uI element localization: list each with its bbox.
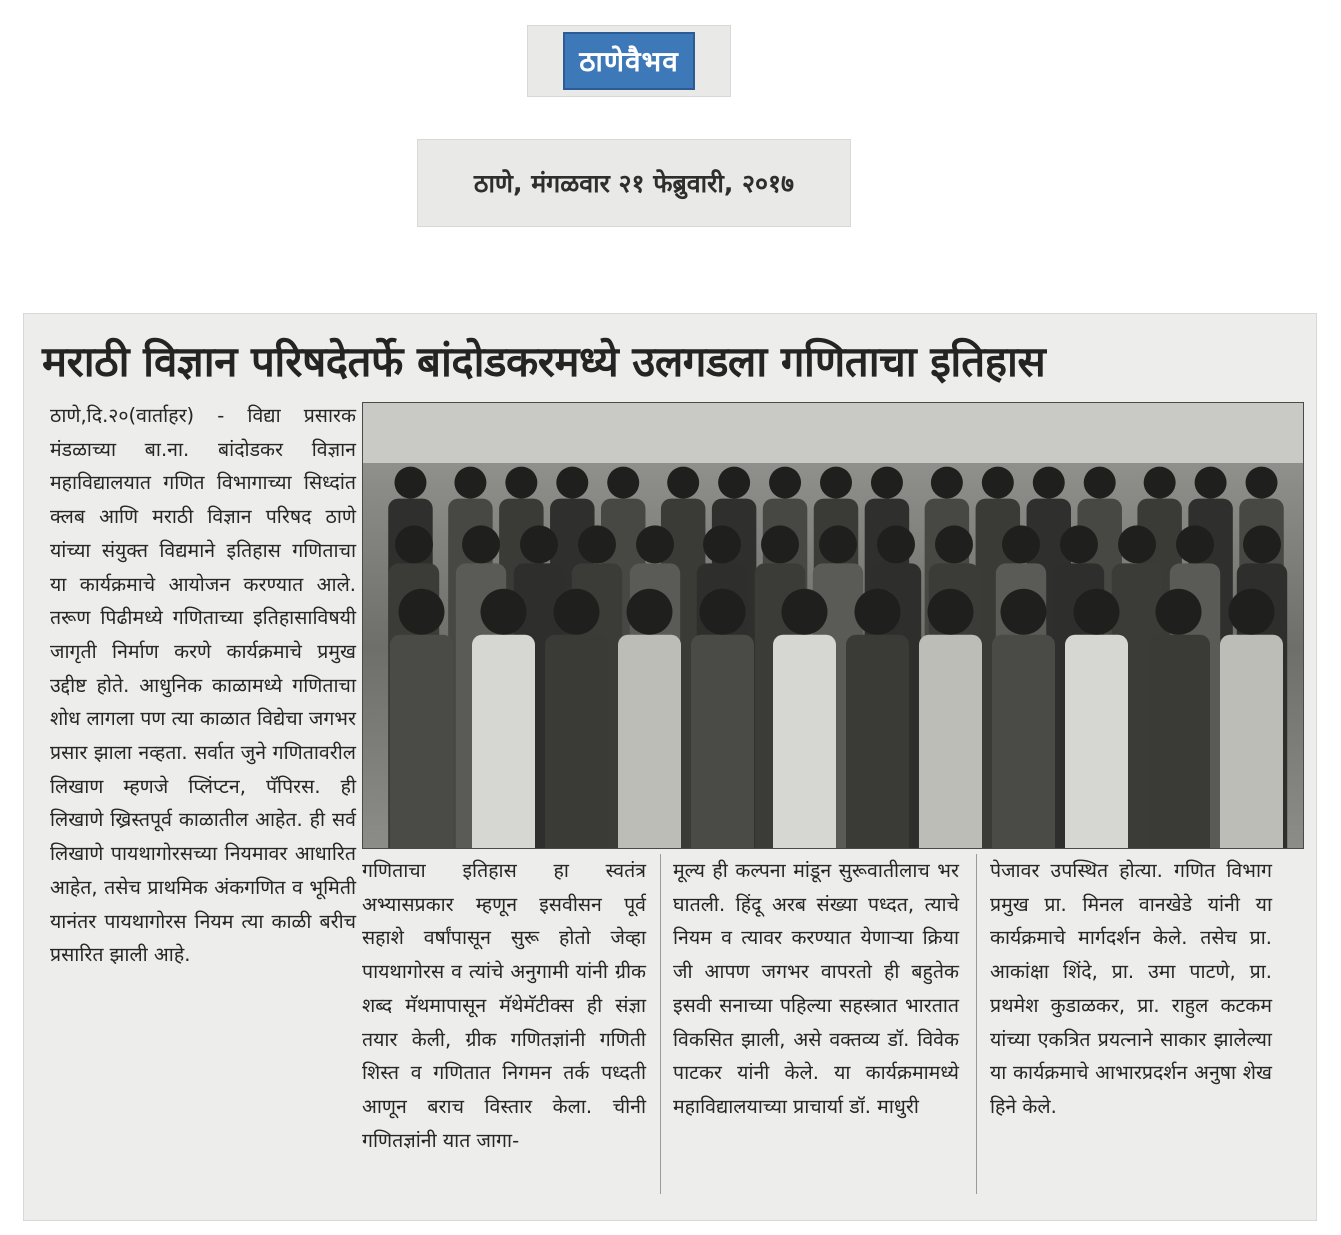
article-headline: मराठी विज्ञान परिषदेतर्फे बांदोडकरमध्ये उलगडला गणिताचा इतिहास [42, 336, 1046, 386]
article-column-3 [673, 854, 959, 1124]
column-divider [976, 854, 977, 1194]
group-photo [362, 402, 1304, 849]
newspaper-logo: ठाणेवैभव [563, 32, 695, 90]
article-text: मूल्य ही कल्पना मांडून सुरूवातीलाच भर घातली. हिंदू अरब संख्या पध्दत, त्याचे नियम व त्यावर करण्यात येणाऱ्या क्रिया जी आपण जगभर वापरतो ही बहुतेक इसवी सनाच्या पहिल्या सहस्त्रात भारतात विकसित झाली, असे वक्तव्य डॉ. विवेक पाटकर यांनी केले. या कार्यक्रमामध्ये महाविद्यालयाच्या प्राचार्या डॉ. माधुरी [673, 859, 959, 1118]
article-text: गणिताचा इतिहास हा स्वतंत्र अभ्यासप्रकार म्हणून इसवीसन पूर्व सहाशे वर्षांपासून सुरू होतो जेव्हा पायथागोरस व त्यांचे अनुगामी यांनी ग्रीक शब्द मॅथमापासून मॅथेमॅटीक्स ही संज्ञा तयार केली, ग्रीक गणितज्ञांनी गणिती शिस्त व गणितात निगमन तर्क पध्दती आणून बराच विस्तार केला. चीनी गणितज्ञांनी यात जागा- [362, 859, 646, 1152]
article-text: ठाणे,दि.२०(वार्ताहर) - विद्या प्रसारक मंडळाच्या बा.ना. बांदोडकर विज्ञान महाविद्यालयात गणित विभागाच्या सिध्दांत क्लब आणि मराठी विज्ञान परिषद ठाणे यांच्या संयुक्त विद्यमाने इतिहास गणिताचा या कार्यक्रमाचे आयोजन करण्यात आले. तरूण पिढीमध्ये गणिताच्या इतिहासाविषयी जागृती निर्माण करणे कार्यक्रमाचे प्रमुख उद्दीष्ट होते. आधुनिक काळामध्ये गणिताचा शोध लागला पण त्या काळात विद्येचा जगभर प्रसार झाला नव्हता. सर्वात जुने गणितावरील लिखाण म्हणजे प्लिंप्टन, पॅपिरस. ही लिखाणे ख्रिस्तपूर्व काळातील आहेत. ही सर्व लिखाणे पायथागोरसच्या नियमावर आधारित आहेत, तसेच प्राथमिक अंकगणित व भूमिती यानंतर पायथागोरस नियम त्या काळी बरीच प्रसारित झाली आहे. [50, 404, 356, 967]
group-photo-image [363, 403, 1303, 848]
people-silhouettes [388, 467, 1287, 848]
article-column-1 [50, 399, 356, 972]
column-divider [660, 854, 661, 1194]
article-text: पेजावर उपस्थित होत्या. गणित विभाग प्रमुख प्रा. मिनल वानखेडे यांनी या कार्यक्रमाचे मार्गदर्शन केले. तसेच प्रा. आकांक्षा शिंदे, प्रा. उमा पाटणे, प्रा. प्रथमेश कुडाळकर, प्रा. राहुल कटकम यांच्या एकत्रित प्रयत्नाने साकार झालेल्या या कार्यक्रमाचे आभारप्रदर्शन अनुषा शेख हिने केले. [990, 859, 1272, 1118]
article-column-2 [362, 854, 646, 1157]
masthead-clipping [528, 26, 730, 96]
article-clipping [24, 314, 1316, 1220]
article-column-4 [990, 854, 1272, 1124]
dateline-clipping: ठाणे, मंगळवार २१ फेब्रुवारी, २०१७ [418, 140, 850, 226]
